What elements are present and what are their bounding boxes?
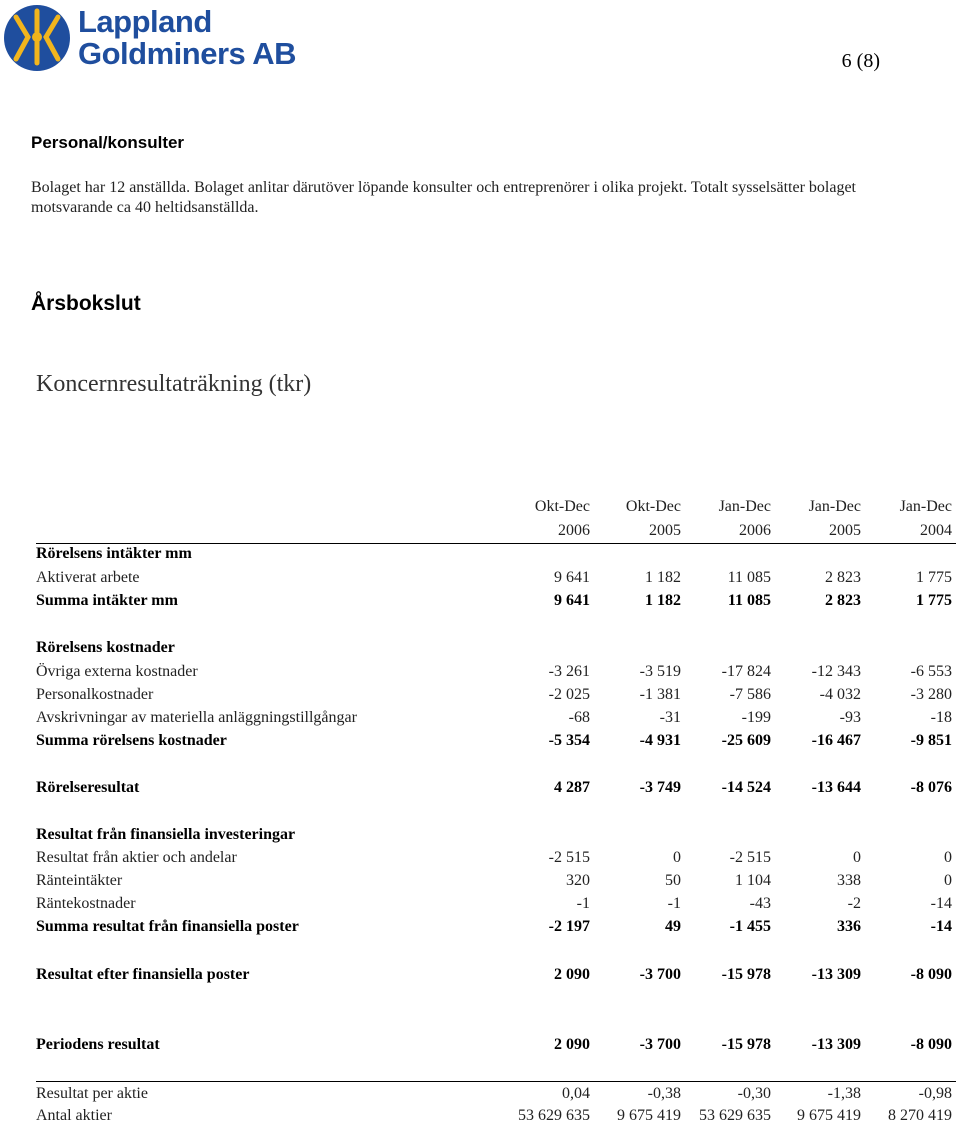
row-label: Ränteintäkter (36, 872, 123, 889)
cell-value: -14 (930, 918, 952, 935)
page-number: 6 (8) (841, 50, 880, 72)
cell-value: 2 090 (554, 966, 590, 983)
period-header: Jan-Dec (808, 498, 861, 515)
row-label: Summa resultat från finansiella poster (36, 918, 299, 935)
row-label: Övriga externa kostnader (36, 663, 198, 680)
cell-value: -1 381 (639, 686, 681, 703)
cell-value: -17 824 (721, 663, 771, 680)
cell-value: 11 085 (727, 592, 771, 609)
cell-value: -43 (749, 895, 771, 912)
cell-value: 0 (853, 849, 861, 866)
cell-value: -13 644 (811, 779, 861, 796)
cell-value: -1 (576, 895, 590, 912)
cell-value: -13 309 (811, 1036, 861, 1053)
row-label: Personalkostnader (36, 686, 154, 703)
cell-value: 0 (944, 849, 952, 866)
cell-value: -3 261 (548, 663, 590, 680)
cell-value: -16 467 (811, 732, 861, 749)
row-label: Rörelsens intäkter mm (36, 545, 192, 562)
row-label: Antal aktier (36, 1107, 112, 1124)
table-row (36, 870, 956, 892)
row-label: Resultat efter finansiella poster (36, 966, 250, 983)
year-header: 2004 (920, 522, 952, 539)
cell-value: -13 309 (811, 966, 861, 983)
table-row (36, 964, 956, 986)
cell-value: 336 (837, 918, 861, 935)
cell-value: -15 978 (721, 1036, 771, 1053)
year-header: 2005 (649, 522, 681, 539)
cell-value: -5 354 (548, 732, 590, 749)
cell-value: 0 (673, 849, 681, 866)
cell-value: -2 515 (548, 849, 590, 866)
cell-value: 338 (837, 872, 861, 889)
table-header-years (36, 520, 956, 542)
cell-value: 50 (665, 872, 681, 889)
period-header: Okt-Dec (534, 498, 590, 515)
table-row (36, 730, 956, 752)
period-header: Okt-Dec (625, 498, 681, 515)
logo-name-line2: Goldminers AB (78, 36, 296, 71)
cell-value: -15 978 (721, 966, 771, 983)
row-label: Räntekostnader (36, 895, 136, 912)
cell-value: 9 675 419 (797, 1107, 861, 1124)
cell-value: 1 775 (916, 592, 952, 609)
cell-value: -68 (568, 709, 590, 726)
cell-value: -8 090 (910, 1036, 952, 1053)
cell-value: -25 609 (721, 732, 771, 749)
table-row (36, 707, 956, 729)
cell-value: 2 090 (554, 1036, 590, 1053)
personal-heading: Personal/konsulter (31, 133, 185, 152)
cell-value: -0,38 (647, 1085, 681, 1102)
period-header: Jan-Dec (899, 498, 952, 515)
row-label: Rörelseresultat (36, 779, 140, 796)
cell-value: -0,98 (918, 1085, 952, 1102)
row-label: Resultat från finansiella investeringar (36, 826, 296, 843)
table-row (36, 824, 956, 846)
row-label: Periodens resultat (36, 1036, 160, 1053)
cell-value: 9 675 419 (617, 1107, 681, 1124)
cell-value: -3 519 (639, 663, 681, 680)
cell-value: -0,30 (737, 1085, 771, 1102)
result-rule (36, 1081, 956, 1082)
cell-value: -3 700 (639, 1036, 681, 1053)
cell-value: 11 085 (727, 569, 771, 586)
cell-value: -199 (741, 709, 771, 726)
cell-value: -2 197 (548, 918, 590, 935)
cell-value: 0,04 (562, 1085, 590, 1102)
row-label: Rörelsens kostnader (36, 639, 175, 656)
cell-value: 49 (665, 918, 681, 935)
cell-value: 2 823 (825, 569, 861, 586)
year-header: 2005 (829, 522, 861, 539)
cell-value: -3 280 (910, 686, 952, 703)
row-label: Summa rörelsens kostnader (36, 732, 227, 749)
row-label: Summa intäkter mm (36, 592, 178, 609)
year-header: 2006 (558, 522, 590, 539)
cell-value: -7 586 (729, 686, 771, 703)
cell-value: 0 (944, 872, 952, 889)
cell-value: 320 (566, 872, 590, 889)
table-row (36, 1083, 956, 1105)
table-row (36, 590, 956, 612)
cell-value: -1 (667, 895, 681, 912)
cell-value: 4 287 (554, 779, 590, 796)
logo-name-line1: Lappland (78, 4, 212, 39)
cell-value: -18 (930, 709, 952, 726)
table-row (36, 893, 956, 915)
cell-value: -31 (659, 709, 681, 726)
cell-value: -2 025 (548, 686, 590, 703)
table-row (36, 777, 956, 799)
table-title: Koncernresultaträkning (tkr) (36, 371, 312, 397)
row-label: Resultat per aktie (36, 1085, 148, 1102)
cell-value: -1 455 (729, 918, 771, 935)
table-row (36, 543, 956, 565)
cell-value: -14 524 (721, 779, 771, 796)
cell-value: -4 931 (639, 732, 681, 749)
cell-value: -93 (839, 709, 861, 726)
cell-value: 9 641 (554, 592, 590, 609)
personal-paragraph: Bolaget har 12 anställda. Bolaget anlitar därutöver löpande konsulter och entreprenörer i olika projekt. Totalt sysselsätter bolaget motsvarande ca 40 heltidsanställda. (31, 179, 856, 216)
cell-value: -8 090 (910, 966, 952, 983)
year-header: 2006 (739, 522, 771, 539)
table-row (36, 567, 956, 589)
cell-value: -6 553 (910, 663, 952, 680)
cell-value: 9 641 (554, 569, 590, 586)
cell-value: 1 775 (916, 569, 952, 586)
cell-value: -12 343 (811, 663, 861, 680)
table-row (36, 661, 956, 683)
cell-value: -3 700 (639, 966, 681, 983)
table-row (36, 637, 956, 659)
row-label: Aktiverat arbete (36, 569, 140, 586)
cell-value: -1,38 (827, 1085, 861, 1102)
table-row (36, 847, 956, 869)
cell-value: 1 182 (645, 569, 681, 586)
cell-value: 53 629 635 (699, 1107, 771, 1124)
cell-value: 1 104 (735, 872, 771, 889)
cell-value: -2 515 (729, 849, 771, 866)
row-label: Avskrivningar av materiella anläggningstillgångar (36, 709, 357, 726)
period-header: Jan-Dec (718, 498, 771, 515)
cell-value: 53 629 635 (518, 1107, 590, 1124)
arsbokslut-heading: Årsbokslut (31, 292, 141, 315)
cell-value: 1 182 (645, 592, 681, 609)
cell-value: 8 270 419 (888, 1107, 952, 1124)
cell-value: -8 076 (910, 779, 952, 796)
cell-value: -4 032 (819, 686, 861, 703)
cell-value: -9 851 (910, 732, 952, 749)
table-row (36, 684, 956, 706)
cell-value: -2 (847, 895, 861, 912)
table-row (36, 916, 956, 938)
table-row (36, 1034, 956, 1056)
row-label: Resultat från aktier och andelar (36, 849, 237, 866)
cell-value: -14 (930, 895, 952, 912)
cell-value: 2 823 (825, 592, 861, 609)
cell-value: -3 749 (639, 779, 681, 796)
table-header-periods (36, 496, 956, 518)
